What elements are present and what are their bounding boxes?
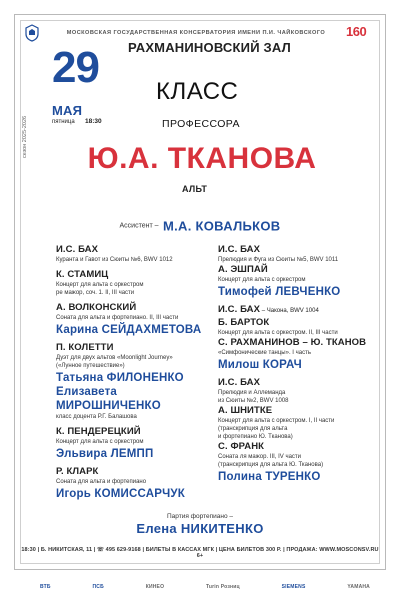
sponsor-logo: Turin Розниц: [206, 584, 240, 590]
date-month: МАЯ: [52, 103, 83, 118]
performer-name: Татьяна ФИЛОНЕНКО: [56, 372, 184, 384]
work-title: Соната для альта и фортепиано: [56, 479, 147, 485]
composer: И.С. БАХ: [218, 244, 261, 255]
assistant-name: М.А. КОВАЛЬКОВ: [162, 218, 281, 234]
sponsor-logo: ПСБ: [92, 584, 104, 590]
class-title: КЛАСС: [156, 78, 239, 105]
performer-name: Эльвира ЛЕМПП: [56, 448, 154, 460]
composer: А. ЭШПАЙ: [218, 264, 268, 275]
work-title: из Сюиты №2, BWV 1008: [218, 398, 289, 404]
composer: С. ФРАНК: [218, 441, 265, 452]
sponsor-logo: YAMAHA: [347, 584, 370, 590]
work-title: Концерт для альта с оркестром. II, III части: [218, 330, 338, 336]
assistant-label: Ассистент –: [119, 222, 159, 230]
program-column-right: [218, 244, 386, 484]
season-label: сезон 2025-2026: [22, 115, 28, 158]
date-weekday: пятница: [52, 119, 75, 125]
work-title: и фортепиано Ю. Тканова): [218, 434, 293, 440]
performer-name: Полина ТУРЕНКО: [218, 471, 321, 483]
performer-name: Карина СЕЙДАХМЕТОВА: [56, 324, 202, 336]
work-title: (транскрипция для альта Ю. Тканова): [218, 462, 324, 468]
assistant-line: [0, 217, 400, 235]
composer: И.С. БАХ: [218, 304, 261, 315]
pianist-line: [0, 513, 400, 536]
work-title: ре мажор, соч. 1. II, III части: [56, 290, 135, 296]
composer: С. РАХМАНИНОВ – Ю. ТКАНОВ: [218, 337, 367, 348]
performer-name: Игорь КОМИССАРЧУК: [56, 488, 185, 500]
work-title: Концерт для альта с оркестром: [56, 282, 144, 288]
work-title: – Чакона, BWV 1004: [260, 308, 319, 314]
work-title: Прелюдия и Аллеманда: [218, 390, 286, 396]
jubilee-160-badge: 160: [346, 24, 367, 39]
work-title: «Симфонические танцы». I часть: [218, 350, 311, 356]
work-title: Концерт для альта с оркестром: [56, 439, 144, 445]
work-title: Концерт для альта с оркестром: [218, 277, 306, 283]
performer-name: Тимофей ЛЕВЧЕНКО: [218, 286, 341, 298]
sponsor-logos: [40, 580, 370, 594]
hall-name: РАХМАНИНОВСКИЙ ЗАЛ: [128, 40, 291, 55]
work-title: Концерт для альта с оркестром. I, II части: [218, 418, 335, 424]
pianist-label: Партия фортепиано –: [166, 513, 234, 520]
program-column-left: [56, 244, 224, 501]
composer: Б. БАРТОК: [218, 317, 270, 328]
composer: И.С. БАХ: [218, 377, 261, 388]
work-title: Прелюдия и Фуга из Сюиты №5, BWV 1011: [218, 257, 339, 263]
performer-name: МИРОШНИЧЕНКО: [56, 400, 161, 412]
work-title: Куранта и Гавот из Сюиты №6, BWV 1012: [56, 257, 173, 263]
work-title: Соната ля мажор. III, IV части: [218, 454, 302, 460]
teacher-note: класс доцента Р.Г. Балашова: [56, 414, 137, 420]
conservatory-name: МОСКОВСКАЯ ГОСУДАРСТВЕННАЯ КОНСЕРВАТОРИЯ ИМЕНИ П.И. ЧАЙКОВСКОГО: [66, 30, 326, 36]
performer-name: Елизавета: [56, 386, 117, 398]
composer: А. ВОЛКОНСКИЙ: [56, 302, 137, 313]
work-title: (транскрипция для альта: [218, 426, 288, 432]
composer: И.С. БАХ: [56, 244, 99, 255]
instrument-label: АЛЬТ: [182, 184, 208, 194]
date-day: 29: [52, 43, 99, 92]
work-title: Соната для альта и фортепиано. II, III части: [56, 315, 179, 321]
work-title: Дуэт для двух альтов «Moonlight Journey»: [56, 355, 173, 361]
professor-name: Ю.А. ТКАНОВА: [87, 142, 317, 175]
composer: К. ПЕНДЕРЕЦКИЙ: [56, 426, 141, 437]
composer: К. СТАМИЦ: [56, 269, 109, 280]
composer: А. ШНИТКЕ: [218, 405, 273, 416]
date-time: 18:30: [85, 118, 102, 125]
composer: П. КОЛЕТТИ: [56, 342, 114, 353]
pianist-name: Елена НИКИТЕНКО: [136, 521, 264, 536]
composer: Р. КЛАРК: [56, 466, 99, 477]
sponsor-logo: ВТБ: [40, 584, 51, 590]
conservatory-emblem-icon: [24, 24, 40, 42]
work-title: («Лунное путешествие»): [56, 363, 125, 369]
sponsor-logo: КИНЕО: [145, 584, 165, 590]
performer-name: Милош КОРАЧ: [218, 359, 302, 371]
professor-label: ПРОФЕССОРА: [162, 118, 240, 130]
footer-info: 18:30 | Б. НИКИТСКАЯ, 11 | ☏ 495 629-9168 | БИЛЕТЫ В КАССАХ МГК | ЦЕНА БИЛЕТОВ 300 Р. | ПРОДАЖА: WWW.MOSCONSV.RU 6+: [21, 547, 379, 559]
composer-with-work: [218, 304, 386, 317]
sponsor-logo: SIEMENS: [281, 584, 306, 590]
